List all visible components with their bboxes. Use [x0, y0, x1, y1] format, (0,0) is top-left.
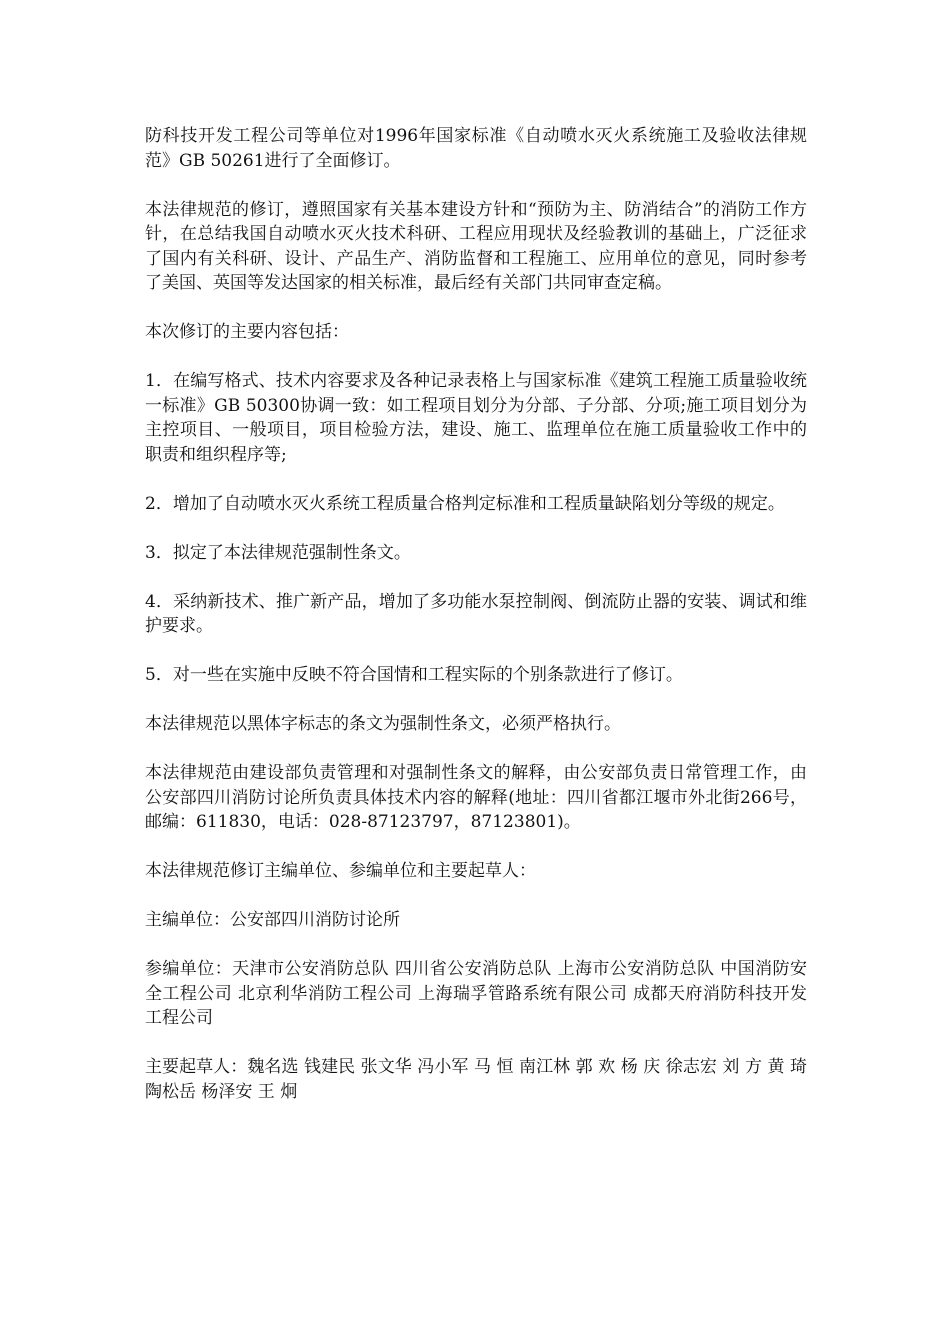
paragraph-revision-basis: 本法律规范的修订，遵照国家有关基本建设方针和“预防为主、防消结合”的消防工作方针，在总结我国自动喷水灭火技术科研、工程应用现状及经验教训的基础上，广泛征求了国内有关科研、设计、产品生产、消防监督和工程施工、应用单位的意见，同时参考了美国、英国等发达国家的相关标准，最后经有关部门共同审查定稿。 [145, 199, 807, 293]
list-item-5: 5．对一些在实施中反映不符合国情和工程实际的个别条款进行了修订。 [145, 665, 683, 685]
paragraph-main-contents-heading: 本次修订的主要内容包括： [145, 322, 349, 342]
paragraph-intro-continuation: 防科技开发工程公司等单位对1996年国家标准《自动喷水灭火系统施工及验收法律规范》GB 50261进行了全面修订。 [145, 126, 807, 171]
paragraph-chief-editor-unit: 主编单位：公安部四川消防讨论所 [145, 910, 400, 930]
paragraph-management-contact: 本法律规范由建设部负责管理和对强制性条文的解释，由公安部负责日常管理工作，由公安部四川消防讨论所负责具体技术内容的解释(地址：四川省都江堰市外北街266号，邮编：611830，电话：028-87123797，87123801)。 [145, 763, 807, 832]
list-item-2: 2．增加了自动喷水灭火系统工程质量合格判定标准和工程质量缺陷划分等级的规定。 [145, 493, 785, 514]
list-item-3: 3．拟定了本法律规范强制性条文。 [145, 542, 411, 563]
paragraph-mandatory-clauses: 本法律规范以黑体字标志的条文为强制性条文，必须严格执行。 [145, 714, 621, 734]
paragraph-main-drafters: 主要起草人：魏名选 钱建民 张文华 冯小军 马 恒 南江林 郭 欢 杨 庆 徐志宏 刘 方 黄 琦 陶松岳 杨泽安 王 炯 [145, 1057, 807, 1102]
document-body [145, 124, 807, 1129]
list-item-1: 1．在编写格式、技术内容要求及各种记录表格上与国家标准《建筑工程施工质量验收统一标准》GB 50300协调一致：如工程项目划分为分部、子分部、分项;施工项目划分为主控项目、一般项目，项目检验方法，建设、施工、监理单位在施工质量验收工作中的职责和组织程序等; [145, 371, 807, 465]
list-item-4: 4．采纳新技术、推广新产品，增加了多功能水泵控制阀、倒流防止器的安装、调试和维护要求。 [145, 591, 807, 636]
paragraph-units-heading: 本法律规范修订主编单位、参编单位和主要起草人： [145, 861, 536, 881]
paragraph-participating-units: 参编单位：天津市公安消防总队 四川省公安消防总队 上海市公安消防总队 中国消防安全工程公司 北京利华消防工程公司 上海瑞孚管路系统有限公司 成都天府消防科技开发工程公司 [145, 959, 807, 1028]
